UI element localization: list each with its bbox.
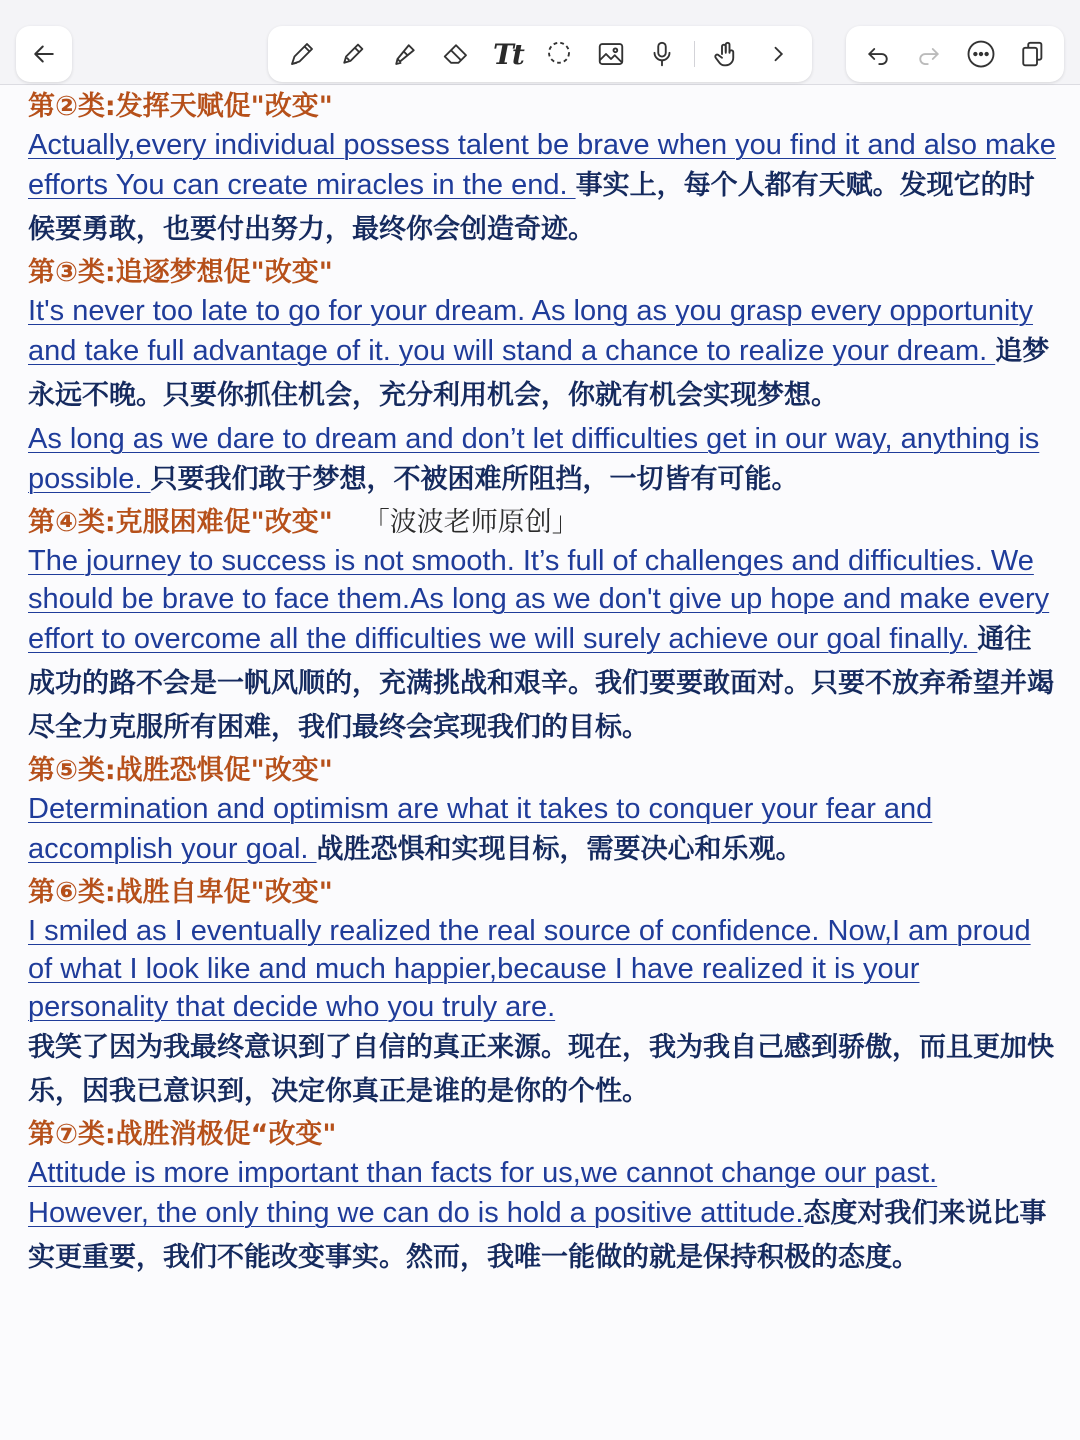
paragraph bbox=[28, 912, 1058, 1114]
author-note: 「波波老师原创」 bbox=[362, 507, 579, 538]
toolbar-divider bbox=[694, 41, 695, 67]
section-talent bbox=[28, 88, 1058, 252]
microphone-icon[interactable] bbox=[642, 34, 682, 74]
paragraph bbox=[28, 542, 1058, 750]
heading-text: 第④类:克服困难促"改变" bbox=[28, 507, 333, 538]
english-text: Determination and optimism are what it takes to conquer your fear and accomplish your goal. bbox=[28, 793, 933, 865]
section-heading bbox=[28, 504, 1058, 542]
action-bar bbox=[846, 26, 1064, 82]
section-heading: 第③类:追逐梦想促"改变" bbox=[28, 257, 333, 288]
highlighter-icon[interactable] bbox=[385, 34, 425, 74]
english-text: As long as we dare to dream and don’t let difficulties get in our way, anything is possible. bbox=[28, 423, 1040, 495]
section-difficulty bbox=[28, 504, 1058, 750]
text-icon[interactable]: Tt bbox=[493, 37, 523, 71]
section-dream bbox=[28, 254, 1058, 502]
english-text: It's never too late to go for your dream. As long as you grasp every opportunity and take full advantage of it. you will stand a chance to realize your dream. bbox=[28, 295, 1033, 367]
pen-icon[interactable] bbox=[282, 34, 322, 74]
paragraph bbox=[28, 1154, 1058, 1280]
chinese-text: 我笑了因为我最终意识到了自信的真正来源。现在，我为我自己感到骄傲，而且更加快乐，因我已意识到，决定你真正是谁的是你的个性。 bbox=[28, 1032, 1054, 1107]
gesture-hand-icon[interactable] bbox=[707, 34, 747, 74]
section-inferiority bbox=[28, 874, 1058, 1114]
english-text: The journey to success is not smooth. It’s full of challenges and difficulties. We should be brave to face them.As long as we don't give up hope and make every effort to overcome all the difficulties we will surely achieve our goal finally. bbox=[28, 545, 1050, 655]
english-text: Actually,every individual possess talent be brave when you find it and also make efforts You can create miracles in the end. bbox=[28, 129, 1056, 201]
more-icon[interactable] bbox=[961, 34, 1001, 74]
tool-palette bbox=[268, 26, 812, 82]
chinese-text: 只要我们敢于梦想，不被困难所阻挡，一切皆有可能。 bbox=[150, 464, 799, 495]
section-negativity bbox=[28, 1116, 1058, 1280]
section-heading: 第⑦类:战胜消极促“改变" bbox=[28, 1119, 337, 1150]
lasso-icon[interactable] bbox=[539, 34, 579, 74]
top-toolbar bbox=[0, 0, 1080, 85]
paragraph bbox=[28, 420, 1058, 502]
section-heading: 第⑤类:战胜恐惧促"改变" bbox=[28, 755, 333, 786]
chinese-text: 追梦永远不晚。只要你抓住机会，充分利用机会，你就有机会实现梦想。 bbox=[28, 336, 1050, 411]
chinese-text: 态度对我们来说比事实更重要，我们不能改变事实。然而，我唯一能做的就是保持积极的态度。 bbox=[28, 1198, 1047, 1273]
redo-icon[interactable] bbox=[909, 34, 949, 74]
image-icon[interactable] bbox=[591, 34, 631, 74]
section-heading: 第②类:发挥天赋促"改变" bbox=[28, 91, 333, 122]
english-text: I smiled as I eventually realized the real source of confidence. Now,I am proud of what I look like and much happier,because I have realized it is your personality that decide who you truly are. bbox=[28, 915, 1031, 1023]
english-text: Attitude is more important than facts for us,we cannot change our past. However, the only thing we can do is hold a positive attitude. bbox=[28, 1157, 938, 1229]
paragraph bbox=[28, 790, 1058, 872]
chinese-text: 战胜恐惧和实现目标，需要决心和乐观。 bbox=[316, 834, 803, 865]
chevron-right-icon[interactable] bbox=[758, 34, 798, 74]
undo-icon[interactable] bbox=[858, 34, 898, 74]
section-heading: 第⑥类:战胜自卑促"改变" bbox=[28, 877, 333, 908]
section-fear bbox=[28, 752, 1058, 872]
pencil-icon[interactable] bbox=[333, 34, 373, 74]
paragraph bbox=[28, 126, 1058, 252]
back-button[interactable] bbox=[16, 26, 72, 82]
note-content bbox=[28, 88, 1058, 1282]
pages-icon[interactable] bbox=[1012, 34, 1052, 74]
chinese-text: 通往成功的路不会是一帆风顺的，充满挑战和艰辛。我们要要敢面对。只要不放弃希望并竭尽全力克服所有困难，我们最终会宾现我们的目标。 bbox=[28, 624, 1054, 743]
eraser-icon[interactable] bbox=[436, 34, 476, 74]
chinese-text: 事实上，每个人都有天赋。发现它的时候要勇敢，也要付出努力，最终你会创造奇迹。 bbox=[28, 170, 1035, 245]
paragraph bbox=[28, 292, 1058, 418]
arrow-left-icon bbox=[24, 34, 64, 74]
